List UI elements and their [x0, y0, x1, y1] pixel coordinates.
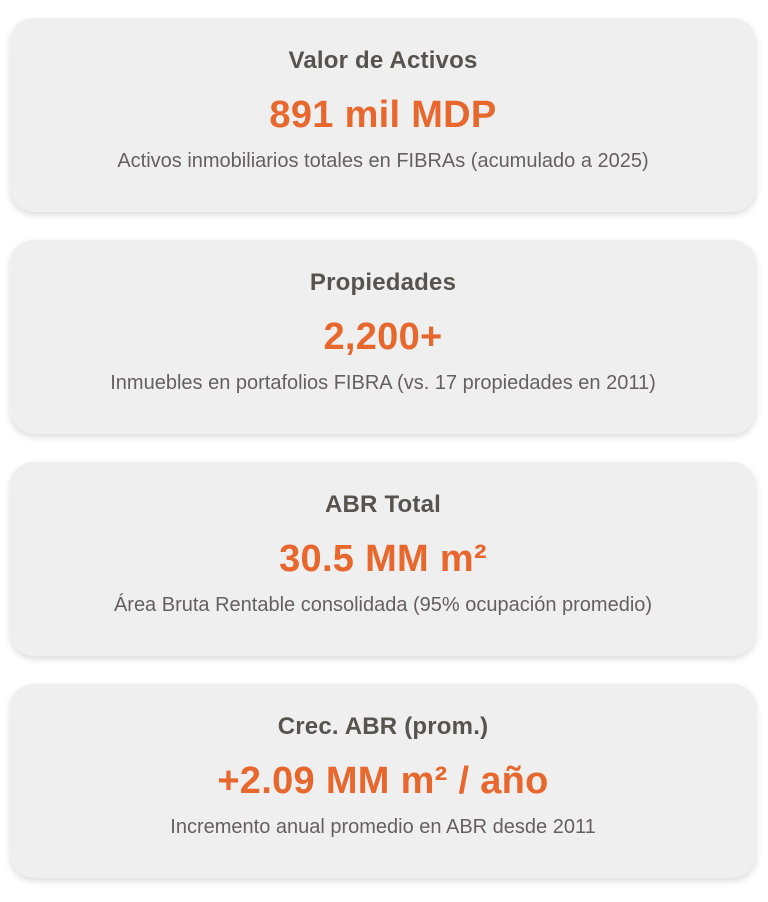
stat-card-abr-total — [10, 462, 756, 656]
stat-value: 2,200+ — [323, 316, 443, 358]
stat-description: Activos inmobiliarios totales en FIBRAs (acumulado a 2025) — [117, 150, 649, 172]
stat-title: Valor de Activos — [288, 47, 478, 74]
stat-value: 30.5 MM m² — [279, 538, 487, 580]
stat-value: 891 mil MDP — [269, 94, 497, 136]
stat-card-crec-abr — [10, 684, 756, 878]
stat-description: Área Bruta Rentable consolidada (95% ocupación promedio) — [113, 594, 653, 616]
stat-card-propiedades — [10, 240, 756, 434]
stat-title: ABR Total — [324, 491, 441, 518]
stat-title: Crec. ABR (prom.) — [277, 713, 489, 740]
stat-card-valor-de-activos — [10, 18, 756, 212]
stat-description: Incremento anual promedio en ABR desde 2011 — [170, 816, 596, 838]
stat-title: Propiedades — [309, 269, 457, 296]
stat-description: Inmuebles en portafolios FIBRA (vs. 17 propiedades en 2011) — [110, 372, 656, 394]
stat-value: +2.09 MM m² / año — [217, 760, 549, 802]
